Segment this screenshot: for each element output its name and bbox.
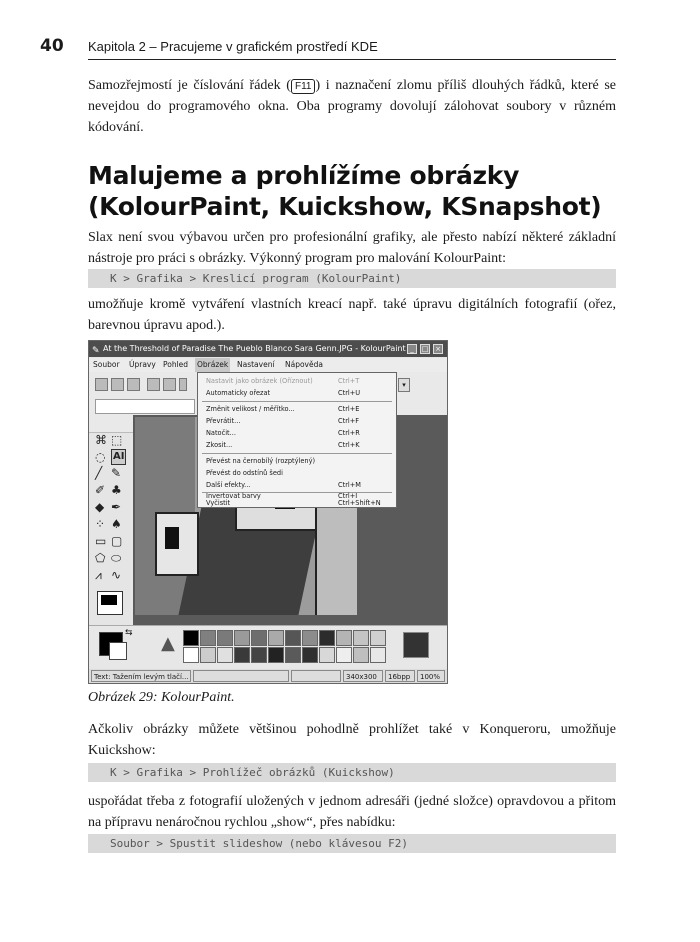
- palette-swatch: [336, 630, 352, 646]
- menu-upravy: Úpravy: [129, 360, 156, 369]
- paragraph-5: uspořádat třeba z fotografií uložených v jednom adresáři (jedné složce) opravdovou a přitom na přípravu nenáročnou rychlou „show“, přes nabídku:: [88, 794, 616, 830]
- palette-swatch: [200, 647, 216, 663]
- menu-item-label: Nastavit jako obrázek (Oříznout): [206, 377, 313, 385]
- menu-item-shortcut: Ctrl+F: [338, 417, 360, 425]
- palette-swatch: [285, 630, 301, 646]
- ellipse-tool-icon: ⬭: [111, 551, 122, 565]
- figure-caption: Obrázek 29: KolourPaint.: [88, 690, 235, 705]
- status-bar: [89, 669, 447, 683]
- status-empty-2: [291, 670, 341, 682]
- menu-item-shortcut: Ctrl+I: [338, 492, 358, 500]
- text-style-preview: [97, 591, 123, 615]
- palette-swatch: [370, 630, 386, 646]
- palette-swatch: [353, 630, 369, 646]
- palette-swatch: [251, 647, 267, 663]
- spray-icon: ⁘: [95, 517, 106, 531]
- menu-item-label: Invertovat barvy: [206, 492, 261, 500]
- menu-item-grayscale: [206, 467, 392, 479]
- window-titlebar: [89, 341, 447, 357]
- palette-swatch: [217, 630, 233, 646]
- background-color: [109, 642, 127, 660]
- menu-item-label: Převést na černobílý (rozptýlený): [206, 457, 316, 465]
- paragraph-2: Slax není svou výbavou určen pro profesionální grafiky, ale přesto nabízí některé základní nástroje pro práci s obrázky. Výkonný program pro malování KolourPaint:: [88, 230, 616, 266]
- paragraph-1: [88, 75, 616, 138]
- palette-swatch: [217, 647, 233, 663]
- palette-swatch: [234, 630, 250, 646]
- palette-swatch: [234, 647, 250, 663]
- palette-swatch: [183, 630, 199, 646]
- menu-path-kuickshow: K > Grafika > Prohlížeč obrázků (Kuickshow): [88, 763, 616, 782]
- open-icon: [111, 378, 124, 391]
- palette-swatch: [183, 647, 199, 663]
- window-title: At the Threshold of Paradise The Pueblo Blanco Sara Genn.JPG - KolourPaint: [103, 344, 406, 353]
- palette-swatch: [319, 647, 335, 663]
- status-text: Text: Tažením levým tlačí...: [91, 670, 191, 682]
- menu-path-kolourpaint: K > Grafika > Kreslicí program (KolourPaint): [88, 269, 616, 288]
- text-toolbar-field: [95, 399, 195, 414]
- menubar: [89, 358, 447, 372]
- menu-item-label: Automaticky ořezat: [206, 389, 271, 397]
- menu-item-label: Vyčistit: [206, 499, 231, 507]
- painting-house-right: [315, 497, 357, 615]
- status-empty-1: [193, 670, 289, 682]
- ellipse-select-icon: ◌: [95, 450, 106, 464]
- palette-swatch: [285, 647, 301, 663]
- palette-swatch: [319, 630, 335, 646]
- status-depth: 16bpp: [385, 670, 415, 682]
- color-picker-icon: ✒: [111, 500, 122, 514]
- menu-item-shortcut: Ctrl+Shift+N: [338, 499, 381, 507]
- menu-item-label: Natočit...: [206, 429, 236, 437]
- status-size: 340x300: [343, 670, 383, 682]
- painting-window-c: [165, 527, 179, 549]
- palette-swatch: [302, 647, 318, 663]
- menu-item-shortcut: Ctrl+T: [338, 377, 360, 385]
- menu-item-crop-to-selection: [206, 375, 392, 387]
- header-rule: [88, 59, 616, 60]
- print-preview-icon: [163, 378, 176, 391]
- f11-key: F11: [291, 79, 316, 94]
- menu-soubor: Soubor: [93, 360, 120, 369]
- kolourpaint-screenshot: [88, 340, 448, 684]
- menu-nastaveni: Nastavení: [237, 360, 275, 369]
- curve-icon: ∿: [111, 568, 122, 582]
- running-header: Kapitola 2 – Pracujeme v grafickém prostředí KDE: [88, 39, 378, 54]
- menu-item-shortcut: Ctrl+E: [338, 405, 360, 413]
- more-tools-icon: [179, 378, 187, 391]
- menu-item-shortcut: Ctrl+U: [338, 389, 361, 397]
- style-swatch: [101, 595, 117, 605]
- menu-item-label: Převrátit...: [206, 417, 241, 425]
- menu-path-slideshow: Soubor > Spustit slideshow (nebo klávesou F2): [88, 834, 616, 853]
- menu-obrazek: Obrázek: [195, 358, 230, 372]
- menu-item-skew: [206, 439, 392, 451]
- paragraph-1-text-b: ) i naznačení zlomu příliš dlouhých řádků, které se nevejdou do programového okna. Oba programy dovolují zálohovat soubory v různém kódování.: [88, 78, 617, 135]
- new-icon: [95, 378, 108, 391]
- menu-separator: [202, 453, 392, 454]
- palette-swatch: [200, 630, 216, 646]
- brush-icon: ♣: [111, 483, 122, 497]
- color-similarity-icon: ▲: [161, 633, 175, 654]
- paragraph-4: Ačkoliv obrázky můžete většinou pohodlně prohlížet také v Konqueroru, umožňuje Kuickshow:: [88, 722, 616, 758]
- menu-item-label: Další efekty...: [206, 481, 251, 489]
- save-icon: [127, 378, 140, 391]
- palette-swatch: [251, 630, 267, 646]
- palette-swatch: [336, 647, 352, 663]
- status-zoom: 100%: [417, 670, 445, 682]
- menu-item-monochrome: [206, 455, 392, 467]
- print-icon: [147, 378, 160, 391]
- polyline-icon: ⩘: [95, 568, 102, 582]
- menu-item-label: Převést do odstínů šedi: [206, 469, 283, 477]
- window-menu-icon: ✎: [92, 346, 100, 356]
- rounded-rect-icon: ▢: [111, 534, 123, 548]
- menu-item-label: Zkosit...: [206, 441, 233, 449]
- paragraph-3: umožňuje kromě vytváření vlastních kreací např. také úpravu digitálních fotografií (ořez, barevnou úpravu apod.).: [88, 297, 616, 333]
- tool-panel: [89, 433, 131, 625]
- eraser-icon: ✐: [95, 483, 106, 497]
- polygon-icon: ⬠: [95, 551, 106, 565]
- menu-item-autocrop: [206, 387, 392, 399]
- line-tool-icon: ╱: [95, 466, 103, 480]
- menu-napoveda: Nápověda: [285, 360, 323, 369]
- menu-pohled: Pohled: [163, 360, 189, 369]
- menu-item-shortcut: Ctrl+K: [338, 441, 360, 449]
- close-icon: ×: [433, 344, 443, 354]
- menu-separator: [202, 401, 392, 402]
- pen-tool-icon: ✎: [111, 466, 122, 480]
- palette-swatch: [302, 630, 318, 646]
- palette-swatch: [268, 630, 284, 646]
- swap-colors-icon: ⇆: [125, 628, 133, 638]
- rectangle-tool-icon: ▭: [95, 534, 107, 548]
- menu-item-resize: [206, 403, 392, 415]
- menu-item-rotate: [206, 427, 392, 439]
- smear-icon: ♠: [111, 517, 122, 531]
- palette-swatch: [353, 647, 369, 663]
- 3d-cube-icon: [403, 632, 429, 658]
- menu-item-flip: [206, 415, 392, 427]
- minimize-icon: _: [407, 344, 417, 354]
- fill-icon: ◆: [95, 500, 105, 514]
- menu-item-clear: [206, 497, 392, 509]
- palette-swatch: [370, 647, 386, 663]
- section-heading: Malujeme a prohlížíme obrázky (KolourPaint, Kuickshow, KSnapshot): [88, 161, 602, 221]
- rect-select-icon: ⬚: [111, 433, 123, 447]
- palette-swatch: [268, 647, 284, 663]
- paragraph-1-text-a: Samozřejmostí je číslování řádek (: [88, 78, 291, 93]
- maximize-icon: □: [421, 345, 429, 353]
- color-palette-bar: [89, 625, 447, 668]
- text-tool-icon: AI: [111, 449, 126, 465]
- freeform-select-icon: ⌘: [95, 433, 107, 447]
- menu-item-shortcut: Ctrl+M: [338, 481, 361, 489]
- menu-item-shortcut: Ctrl+R: [338, 429, 360, 437]
- page-number: 40: [40, 36, 64, 56]
- zoom-dropdown-icon: ▾: [398, 378, 410, 392]
- obrazek-menu: [197, 372, 397, 508]
- menu-item-more-effects: [206, 479, 392, 491]
- menu-item-label: Změnit velikost / měřítko...: [206, 405, 295, 413]
